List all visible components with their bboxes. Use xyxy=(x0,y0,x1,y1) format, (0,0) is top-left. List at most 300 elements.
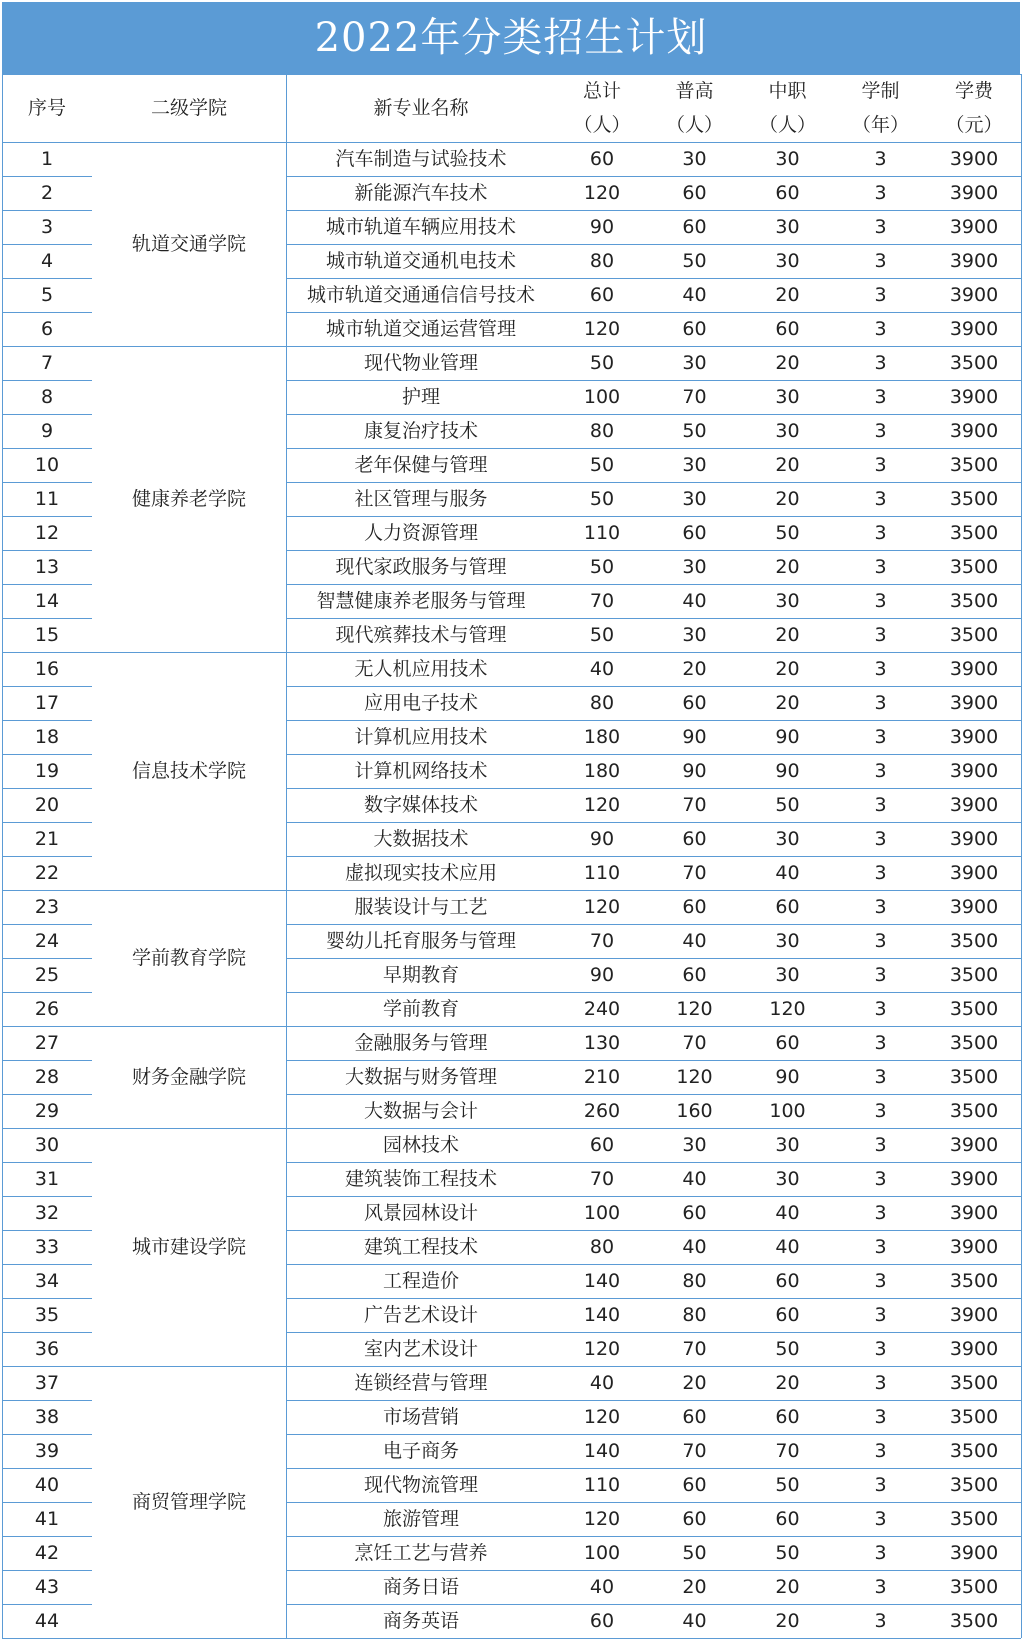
vocational-count: 30 xyxy=(775,250,800,272)
total-count: 240 xyxy=(583,998,621,1020)
tuition-fee: 3900 xyxy=(949,1338,999,1360)
tuition-fee: 3900 xyxy=(949,216,999,238)
general-count: 70 xyxy=(682,862,707,884)
major-name: 康复治疗技术 xyxy=(363,420,478,442)
total-count: 120 xyxy=(583,896,621,918)
general-count: 90 xyxy=(682,760,707,782)
study-years: 3 xyxy=(874,692,887,714)
row-seq: 10 xyxy=(34,454,60,476)
vocational-count: 20 xyxy=(775,624,800,646)
row-seq: 15 xyxy=(34,624,60,646)
tuition-fee: 3900 xyxy=(949,386,999,408)
header-general: 普高 xyxy=(675,80,714,102)
major-name: 智慧健康养老服务与管理 xyxy=(316,590,526,612)
general-count: 30 xyxy=(682,624,707,646)
tuition-fee: 3900 xyxy=(949,794,999,816)
major-name: 现代殡葬技术与管理 xyxy=(335,624,507,646)
row-seq: 3 xyxy=(40,216,54,238)
major-name: 风景园林设计 xyxy=(363,1202,478,1224)
row-seq: 31 xyxy=(34,1168,60,1190)
general-count: 60 xyxy=(682,896,707,918)
total-count: 120 xyxy=(583,182,621,204)
general-count: 60 xyxy=(682,1474,707,1496)
vocational-count: 40 xyxy=(775,862,800,884)
tuition-fee: 3500 xyxy=(949,1372,999,1394)
study-years: 3 xyxy=(874,556,887,578)
total-count: 260 xyxy=(583,1100,621,1122)
total-count: 40 xyxy=(589,1372,615,1394)
general-count: 70 xyxy=(682,794,707,816)
general-count: 30 xyxy=(682,454,707,476)
vocational-count: 20 xyxy=(775,1576,800,1598)
major-name: 虚拟现实技术应用 xyxy=(344,862,497,884)
major-name: 护理 xyxy=(401,386,440,408)
total-count: 70 xyxy=(589,930,615,952)
general-count: 30 xyxy=(682,352,707,374)
header-general-unit: （人） xyxy=(665,114,723,136)
study-years: 3 xyxy=(874,420,887,442)
tuition-fee: 3900 xyxy=(949,1542,999,1564)
general-count: 40 xyxy=(682,1236,707,1258)
vocational-count: 20 xyxy=(775,1372,800,1394)
major-name: 城市轨道交通通信信号技术 xyxy=(306,284,535,306)
row-seq: 30 xyxy=(34,1134,60,1156)
major-name: 市场营销 xyxy=(382,1406,459,1428)
tuition-fee: 3500 xyxy=(949,522,999,544)
total-count: 40 xyxy=(589,1576,615,1598)
general-count: 60 xyxy=(682,522,707,544)
general-count: 120 xyxy=(676,998,713,1020)
general-count: 20 xyxy=(682,1372,707,1394)
row-seq: 1 xyxy=(40,148,54,170)
tuition-fee: 3500 xyxy=(949,930,999,952)
row-seq: 36 xyxy=(34,1338,60,1360)
study-years: 3 xyxy=(874,1508,887,1530)
study-years: 3 xyxy=(874,1338,887,1360)
major-name: 现代物流管理 xyxy=(363,1474,478,1496)
total-count: 60 xyxy=(589,1610,615,1632)
vocational-count: 50 xyxy=(775,1542,800,1564)
general-count: 80 xyxy=(682,1304,707,1326)
grid-line-horizontal xyxy=(2,1638,92,1639)
vocational-count: 100 xyxy=(769,1100,806,1122)
row-seq: 13 xyxy=(34,556,60,578)
vocational-count: 20 xyxy=(775,658,800,680)
row-seq: 21 xyxy=(34,828,60,850)
tuition-fee: 3500 xyxy=(949,488,999,510)
tuition-fee: 3900 xyxy=(949,828,999,850)
major-name: 连锁经营与管理 xyxy=(354,1372,488,1394)
total-count: 80 xyxy=(589,420,615,442)
study-years: 3 xyxy=(874,1134,887,1156)
major-name: 商务日语 xyxy=(382,1576,459,1598)
vocational-count: 20 xyxy=(775,556,800,578)
total-count: 140 xyxy=(583,1270,621,1292)
college-name: 商贸管理学院 xyxy=(131,1491,246,1513)
major-name: 服装设计与工艺 xyxy=(354,896,488,918)
major-name: 汽车制造与试验技术 xyxy=(335,148,507,170)
total-count: 40 xyxy=(589,658,615,680)
tuition-fee: 3900 xyxy=(949,1236,999,1258)
row-seq: 41 xyxy=(34,1508,60,1530)
total-count: 110 xyxy=(583,862,621,884)
vocational-count: 30 xyxy=(775,1134,800,1156)
total-count: 100 xyxy=(583,1542,621,1564)
tuition-fee: 3900 xyxy=(949,318,999,340)
general-count: 30 xyxy=(682,148,707,170)
general-count: 40 xyxy=(682,590,707,612)
total-count: 120 xyxy=(583,1338,621,1360)
total-count: 50 xyxy=(589,488,615,510)
major-name: 烹饪工艺与营养 xyxy=(354,1542,488,1564)
general-count: 40 xyxy=(682,284,707,306)
major-name: 学前教育 xyxy=(382,998,459,1020)
tuition-fee: 3500 xyxy=(949,998,999,1020)
study-years: 3 xyxy=(874,828,887,850)
study-years: 3 xyxy=(874,1270,887,1292)
major-name: 新能源汽车技术 xyxy=(354,182,488,204)
vocational-count: 20 xyxy=(775,284,800,306)
study-years: 3 xyxy=(874,998,887,1020)
vocational-count: 20 xyxy=(775,352,800,374)
vocational-count: 20 xyxy=(775,692,800,714)
study-years: 3 xyxy=(874,250,887,272)
row-seq: 14 xyxy=(34,590,60,612)
vocational-count: 120 xyxy=(769,998,806,1020)
study-years: 3 xyxy=(874,1100,887,1122)
major-name: 金融服务与管理 xyxy=(354,1032,488,1054)
study-years: 3 xyxy=(874,1474,887,1496)
row-seq: 20 xyxy=(34,794,60,816)
row-seq: 12 xyxy=(34,522,60,544)
vocational-count: 70 xyxy=(775,1440,800,1462)
vocational-count: 30 xyxy=(775,964,800,986)
study-years: 3 xyxy=(874,1168,887,1190)
tuition-fee: 3500 xyxy=(949,1270,999,1292)
general-count: 70 xyxy=(682,1338,707,1360)
study-years: 3 xyxy=(874,862,887,884)
tuition-fee: 3500 xyxy=(949,352,999,374)
grid-line-vertical xyxy=(1021,74,1022,1638)
row-seq: 23 xyxy=(34,896,60,918)
total-count: 50 xyxy=(589,454,615,476)
major-name: 室内艺术设计 xyxy=(363,1338,478,1360)
major-name: 计算机网络技术 xyxy=(354,760,488,782)
total-count: 60 xyxy=(589,1134,615,1156)
total-count: 50 xyxy=(589,556,615,578)
general-count: 60 xyxy=(682,1508,707,1530)
total-count: 60 xyxy=(589,148,615,170)
vocational-count: 50 xyxy=(775,1474,800,1496)
general-count: 120 xyxy=(676,1066,713,1088)
header-total: 总计 xyxy=(582,80,621,102)
row-seq: 34 xyxy=(34,1270,60,1292)
vocational-count: 30 xyxy=(775,216,800,238)
major-name: 商务英语 xyxy=(382,1610,459,1632)
college-name: 信息技术学院 xyxy=(131,760,246,782)
tuition-fee: 3900 xyxy=(949,182,999,204)
study-years: 3 xyxy=(874,1372,887,1394)
grid-line-vertical xyxy=(2,74,3,1638)
general-count: 60 xyxy=(682,828,707,850)
tuition-fee: 3900 xyxy=(949,1304,999,1326)
major-name: 城市轨道交通运营管理 xyxy=(325,318,516,340)
header-fee: 学费 xyxy=(954,80,993,102)
total-count: 100 xyxy=(583,1202,621,1224)
general-count: 60 xyxy=(682,692,707,714)
study-years: 3 xyxy=(874,658,887,680)
grid-line-horizontal xyxy=(2,74,1021,75)
study-years: 3 xyxy=(874,590,887,612)
total-count: 120 xyxy=(583,318,621,340)
major-name: 现代家政服务与管理 xyxy=(335,556,507,578)
tuition-fee: 3500 xyxy=(949,1032,999,1054)
row-seq: 26 xyxy=(34,998,60,1020)
major-name: 大数据与财务管理 xyxy=(344,1066,497,1088)
total-count: 180 xyxy=(583,726,621,748)
header-total-unit: （人） xyxy=(573,114,631,136)
study-years: 3 xyxy=(874,760,887,782)
major-name: 建筑装饰工程技术 xyxy=(344,1168,497,1190)
vocational-count: 20 xyxy=(775,488,800,510)
general-count: 30 xyxy=(682,556,707,578)
row-seq: 35 xyxy=(34,1304,60,1326)
row-seq: 24 xyxy=(34,930,60,952)
tuition-fee: 3900 xyxy=(949,148,999,170)
grid-line-horizontal xyxy=(286,1638,1021,1639)
vocational-count: 50 xyxy=(775,1338,800,1360)
tuition-fee: 3500 xyxy=(949,1576,999,1598)
study-years: 3 xyxy=(874,216,887,238)
total-count: 50 xyxy=(589,352,615,374)
header-college: 二级学院 xyxy=(150,97,227,119)
total-count: 120 xyxy=(583,794,621,816)
major-name: 广告艺术设计 xyxy=(363,1304,478,1326)
vocational-count: 90 xyxy=(775,726,800,748)
total-count: 100 xyxy=(583,386,621,408)
general-count: 160 xyxy=(676,1100,713,1122)
tuition-fee: 3900 xyxy=(949,692,999,714)
tuition-fee: 3900 xyxy=(949,1134,999,1156)
header-years: 学制 xyxy=(861,80,900,102)
vocational-count: 30 xyxy=(775,590,800,612)
vocational-count: 90 xyxy=(775,760,800,782)
total-count: 110 xyxy=(583,1474,621,1496)
tuition-fee: 3900 xyxy=(949,862,999,884)
header-major: 新专业名称 xyxy=(373,97,469,119)
vocational-count: 60 xyxy=(775,1304,800,1326)
general-count: 60 xyxy=(682,318,707,340)
study-years: 3 xyxy=(874,148,887,170)
tuition-fee: 3500 xyxy=(949,590,999,612)
general-count: 80 xyxy=(682,1270,707,1292)
general-count: 40 xyxy=(682,930,707,952)
study-years: 3 xyxy=(874,318,887,340)
row-seq: 11 xyxy=(34,488,60,510)
study-years: 3 xyxy=(874,624,887,646)
study-years: 3 xyxy=(874,1576,887,1598)
grid-line-horizontal xyxy=(92,1638,286,1639)
total-count: 140 xyxy=(583,1304,621,1326)
general-count: 50 xyxy=(682,250,707,272)
study-years: 3 xyxy=(874,930,887,952)
vocational-count: 50 xyxy=(775,794,800,816)
tuition-fee: 3900 xyxy=(949,1168,999,1190)
total-count: 130 xyxy=(583,1032,621,1054)
study-years: 3 xyxy=(874,1406,887,1428)
major-name: 旅游管理 xyxy=(382,1508,459,1530)
college-name: 轨道交通学院 xyxy=(131,233,246,255)
tuition-fee: 3900 xyxy=(949,896,999,918)
page-title: 2022年分类招生计划 xyxy=(2,2,1020,74)
vocational-count: 30 xyxy=(775,1168,800,1190)
tuition-fee: 3500 xyxy=(949,556,999,578)
major-name: 园林技术 xyxy=(382,1134,459,1156)
study-years: 3 xyxy=(874,386,887,408)
vocational-count: 30 xyxy=(775,386,800,408)
row-seq: 33 xyxy=(34,1236,60,1258)
vocational-count: 30 xyxy=(775,828,800,850)
vocational-count: 30 xyxy=(775,148,800,170)
vocational-count: 40 xyxy=(775,1202,800,1224)
vocational-count: 60 xyxy=(775,896,800,918)
row-seq: 42 xyxy=(34,1542,60,1564)
study-years: 3 xyxy=(874,284,887,306)
major-name: 人力资源管理 xyxy=(363,522,478,544)
vocational-count: 60 xyxy=(775,182,800,204)
study-years: 3 xyxy=(874,1542,887,1564)
tuition-fee: 3500 xyxy=(949,1066,999,1088)
major-name: 计算机应用技术 xyxy=(354,726,488,748)
general-count: 90 xyxy=(682,726,707,748)
study-years: 3 xyxy=(874,1236,887,1258)
vocational-count: 50 xyxy=(775,522,800,544)
grid-line-vertical xyxy=(286,74,287,1638)
study-years: 3 xyxy=(874,488,887,510)
row-seq: 17 xyxy=(34,692,60,714)
vocational-count: 30 xyxy=(775,930,800,952)
tuition-fee: 3500 xyxy=(949,1440,999,1462)
row-seq: 19 xyxy=(34,760,60,782)
total-count: 70 xyxy=(589,1168,615,1190)
major-name: 无人机应用技术 xyxy=(354,658,488,680)
row-seq: 4 xyxy=(40,250,54,272)
study-years: 3 xyxy=(874,896,887,918)
tuition-fee: 3900 xyxy=(949,284,999,306)
study-years: 3 xyxy=(874,794,887,816)
total-count: 90 xyxy=(589,828,615,850)
vocational-count: 20 xyxy=(775,454,800,476)
general-count: 40 xyxy=(682,1168,707,1190)
tuition-fee: 3900 xyxy=(949,760,999,782)
vocational-count: 60 xyxy=(775,1508,800,1530)
total-count: 80 xyxy=(589,1236,615,1258)
study-years: 3 xyxy=(874,1610,887,1632)
general-count: 70 xyxy=(682,386,707,408)
major-name: 大数据与会计 xyxy=(363,1100,478,1122)
row-seq: 39 xyxy=(34,1440,60,1462)
major-name: 大数据技术 xyxy=(373,828,469,850)
tuition-fee: 3500 xyxy=(949,1100,999,1122)
college-name: 学前教育学院 xyxy=(131,947,246,969)
general-count: 60 xyxy=(682,216,707,238)
study-years: 3 xyxy=(874,352,887,374)
major-name: 城市轨道交通机电技术 xyxy=(325,250,516,272)
major-name: 社区管理与服务 xyxy=(354,488,488,510)
major-name: 婴幼儿托育服务与管理 xyxy=(325,930,516,952)
row-seq: 22 xyxy=(34,862,60,884)
vocational-count: 30 xyxy=(775,420,800,442)
row-seq: 28 xyxy=(34,1066,60,1088)
total-count: 60 xyxy=(589,284,615,306)
row-seq: 27 xyxy=(34,1032,60,1054)
total-count: 120 xyxy=(583,1406,621,1428)
tuition-fee: 3900 xyxy=(949,250,999,272)
row-seq: 2 xyxy=(40,182,54,204)
row-seq: 29 xyxy=(34,1100,60,1122)
study-years: 3 xyxy=(874,522,887,544)
row-seq: 40 xyxy=(34,1474,60,1496)
total-count: 140 xyxy=(583,1440,621,1462)
row-seq: 44 xyxy=(34,1610,60,1632)
general-count: 50 xyxy=(682,420,707,442)
vocational-count: 20 xyxy=(775,1610,800,1632)
general-count: 30 xyxy=(682,1134,707,1156)
study-years: 3 xyxy=(874,1202,887,1224)
tuition-fee: 3500 xyxy=(949,1508,999,1530)
total-count: 80 xyxy=(589,250,615,272)
header-vocational: 中职 xyxy=(768,80,807,102)
general-count: 20 xyxy=(682,658,707,680)
total-count: 110 xyxy=(583,522,621,544)
major-name: 现代物业管理 xyxy=(363,352,478,374)
general-count: 60 xyxy=(682,1202,707,1224)
vocational-count: 90 xyxy=(775,1066,800,1088)
general-count: 60 xyxy=(682,964,707,986)
study-years: 3 xyxy=(874,1032,887,1054)
general-count: 20 xyxy=(682,1576,707,1598)
header-fee-unit: （元） xyxy=(945,114,1003,136)
college-name: 健康养老学院 xyxy=(131,488,246,510)
college-name: 财务金融学院 xyxy=(131,1066,246,1088)
major-name: 数字媒体技术 xyxy=(363,794,478,816)
total-count: 70 xyxy=(589,590,615,612)
tuition-fee: 3500 xyxy=(949,454,999,476)
row-seq: 25 xyxy=(34,964,60,986)
tuition-fee: 3900 xyxy=(949,1202,999,1224)
general-count: 30 xyxy=(682,488,707,510)
general-count: 60 xyxy=(682,182,707,204)
row-seq: 9 xyxy=(40,420,54,442)
tuition-fee: 3900 xyxy=(949,658,999,680)
study-years: 3 xyxy=(874,726,887,748)
major-name: 早期教育 xyxy=(382,964,459,986)
major-name: 城市轨道车辆应用技术 xyxy=(325,216,516,238)
total-count: 180 xyxy=(583,760,621,782)
tuition-fee: 3500 xyxy=(949,624,999,646)
general-count: 70 xyxy=(682,1440,707,1462)
row-seq: 8 xyxy=(40,386,54,408)
tuition-fee: 3500 xyxy=(949,1610,999,1632)
vocational-count: 60 xyxy=(775,318,800,340)
study-years: 3 xyxy=(874,1304,887,1326)
total-count: 90 xyxy=(589,216,615,238)
row-seq: 16 xyxy=(34,658,60,680)
tuition-fee: 3900 xyxy=(949,726,999,748)
total-count: 90 xyxy=(589,964,615,986)
general-count: 70 xyxy=(682,1032,707,1054)
tuition-fee: 3500 xyxy=(949,964,999,986)
